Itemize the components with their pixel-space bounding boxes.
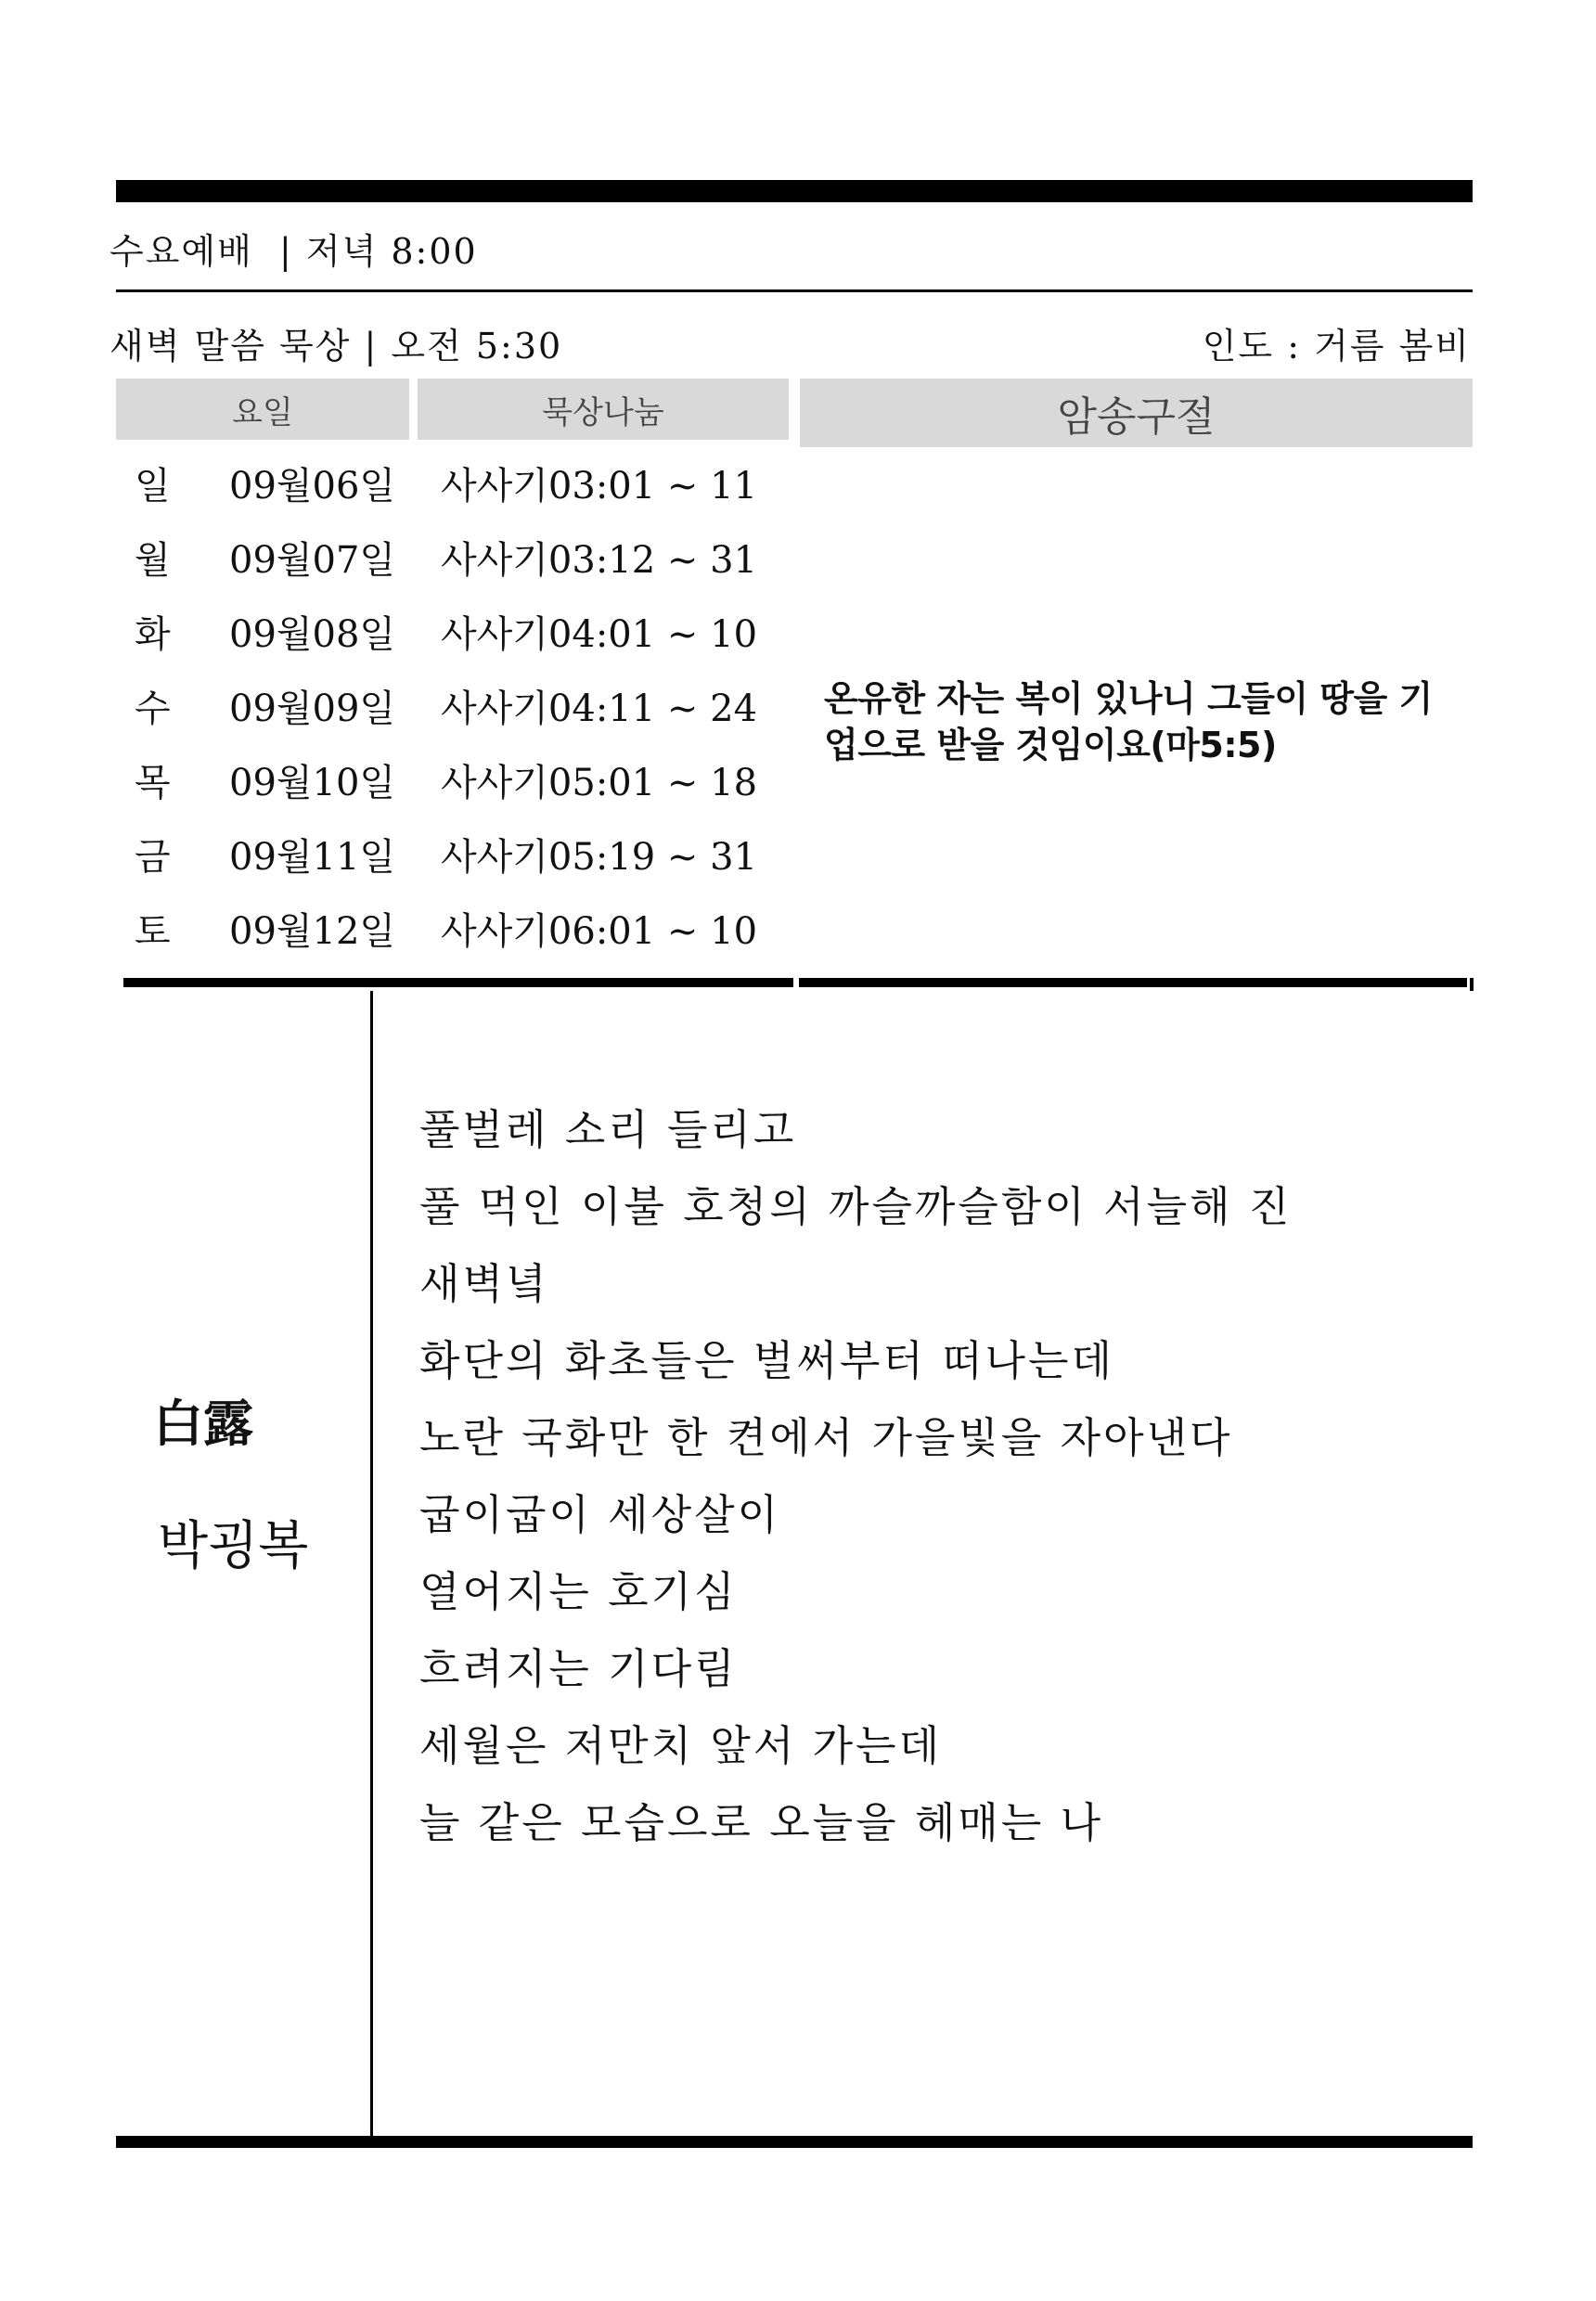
table-row — [135, 605, 758, 679]
dawn-meditation-title: 새벽 말씀 묵상 | 오전 5:30 — [109, 326, 563, 366]
table-row — [135, 902, 758, 976]
table-row — [135, 828, 758, 902]
weekday: 금 — [135, 836, 171, 879]
divider — [116, 289, 1473, 292]
weekday: 목 — [135, 762, 171, 804]
poem-line: 흐려지는 기다림 — [419, 1644, 738, 1693]
weekday: 화 — [135, 613, 171, 656]
leader-label: 인도 : 거름 봄비 — [1202, 326, 1471, 366]
top-border — [116, 180, 1473, 202]
table-row — [135, 679, 758, 753]
poem-author: 박굉복 — [158, 1516, 309, 1576]
header-day: 요일 — [116, 379, 409, 440]
date: 09월09일 — [229, 688, 396, 730]
wednesday-service: 수요예배 | 저녁 8:00 — [109, 231, 478, 272]
date: 09월10일 — [229, 762, 396, 804]
weekday: 토 — [135, 910, 171, 953]
poem-line: 세월은 저만치 앞서 가는데 — [419, 1721, 943, 1770]
poem-line: 새벽녘 — [419, 1259, 549, 1308]
scripture-ref: 사사기05:01 ~ 18 — [441, 762, 758, 804]
table-row — [135, 456, 758, 531]
weekday: 일 — [135, 465, 171, 508]
table-bottom-border-right — [799, 978, 1467, 987]
poem-line: 굽이굽이 세상살이 — [419, 1490, 781, 1539]
date: 09월12일 — [229, 910, 396, 953]
poem-line: 풀벌레 소리 들리고 — [419, 1105, 797, 1154]
table-row — [135, 531, 758, 605]
header-memory-verse: 암송구절 — [800, 379, 1473, 447]
scripture-ref: 사사기06:01 ~ 10 — [441, 910, 758, 953]
poem-line: 늘 같은 모습으로 오늘을 헤매는 나 — [419, 1798, 1104, 1847]
date: 09월08일 — [229, 613, 396, 656]
date: 09월07일 — [229, 539, 396, 582]
table-bottom-border-left — [123, 978, 793, 987]
poem-column-divider — [370, 991, 373, 2148]
scripture-ref: 사사기04:11 ~ 24 — [441, 688, 758, 730]
scripture-ref: 사사기05:19 ~ 31 — [441, 836, 758, 879]
bottom-border — [116, 2136, 1473, 2148]
poem-body — [419, 1091, 1292, 1861]
poem-line: 화단의 화초들은 벌써부터 떠나는데 — [419, 1336, 1114, 1385]
scripture-ref: 사사기04:01 ~ 10 — [441, 613, 758, 656]
scripture-ref: 사사기03:12 ~ 31 — [441, 539, 758, 582]
table-row — [135, 753, 758, 828]
poem-title: 白露 — [153, 1395, 253, 1453]
poem-line: 열어지는 호기심 — [419, 1567, 738, 1616]
weekday: 월 — [135, 539, 171, 582]
scripture-ref: 사사기03:01 ~ 11 — [441, 465, 758, 508]
poem-line: 풀 먹인 이불 호청의 까슬까슬함이 서늘해 진 — [419, 1182, 1293, 1231]
header-meditation: 묵상나눔 — [418, 379, 789, 440]
date: 09월11일 — [229, 836, 396, 879]
memory-verse: 온유한 자는 복이 있나니 그들이 땅을 기업으로 받을 것임이요(마5:5) — [824, 678, 1433, 765]
border-end-tick — [1470, 978, 1474, 991]
weekday: 수 — [135, 688, 171, 730]
date: 09월06일 — [229, 465, 396, 508]
poem-line: 노란 국화만 한 켠에서 가을빛을 자아낸다 — [419, 1413, 1233, 1462]
